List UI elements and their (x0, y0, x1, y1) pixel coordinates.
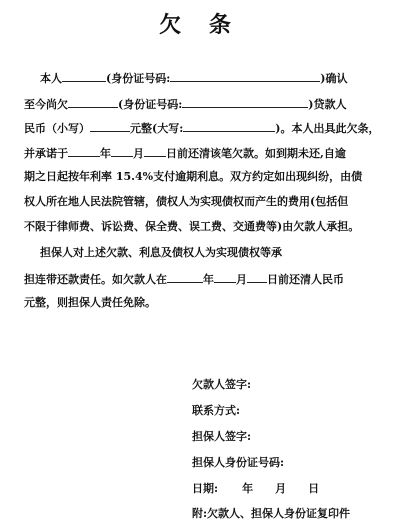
text-principal: 本人 (40, 72, 62, 85)
body-line-1 (40, 70, 380, 86)
date-month: 月 (275, 482, 287, 495)
body-line-6: 权人所在地人民法院管辖，债权人为实现债权而产生的费用(包括但 (24, 195, 349, 208)
body-line-10: 元整，则担保人责任免除。 (24, 296, 156, 309)
text-joint-liability: 担连带还款责任。如欠款人在 (24, 273, 167, 286)
text-id-label-2: (身份证号码: (118, 98, 183, 111)
blank-creditor-name (68, 96, 118, 108)
text-year-2: 年 (203, 273, 214, 286)
text-amount-upper-label: 元整(大写: (130, 122, 184, 135)
text-repay-rmb: 日前还清人民币 (267, 273, 344, 286)
text-year: 年 (100, 147, 111, 160)
body-line-9 (24, 271, 380, 287)
blank-amount-upper (183, 120, 275, 132)
text-month-2: 月 (236, 273, 247, 286)
text-lender: )贷款人 (308, 98, 347, 111)
document-title: 欠 条 (159, 12, 241, 38)
text-owe-to: 至今尚欠 (24, 98, 68, 111)
date-year: 年 (242, 482, 254, 495)
body-line-2 (24, 96, 380, 112)
attachment-note: 附:欠款人、担保人身份证复印件 (192, 507, 351, 520)
body-line-3 (24, 120, 380, 136)
blank-due-year (68, 145, 100, 157)
text-promise: 并承诺于 (24, 147, 68, 160)
debtor-signature-label: 欠款人签字: (192, 378, 252, 391)
blank-amount-lower (90, 120, 130, 132)
body-line-4 (24, 145, 380, 161)
blank-guarantee-day (247, 271, 267, 283)
blank-guarantee-year (167, 271, 203, 283)
text-confirm: )确认 (320, 72, 348, 85)
body-line-7: 不限于律师费、诉讼费、保全费、误工费、交通费等)由欠款人承担。 (24, 220, 360, 233)
text-month: 月 (133, 147, 144, 160)
guarantor-signature-label: 担保人签字: (192, 430, 252, 443)
body-line-5: 期之日起按年利率 15.4%支付逾期利息。双方约定如出现纠纷，由债 (24, 170, 363, 183)
text-day-clause: 日前还清该笔欠款。如到期未还,自逾 (166, 147, 346, 160)
body-line-8: 担保人对上述欠款、利息及债权人为实现债权等承 (40, 246, 282, 259)
date-label: 日期: (192, 482, 219, 495)
contact-label: 联系方式: (192, 404, 241, 417)
date-row (192, 480, 319, 496)
guarantor-id-label: 担保人身份证号码: (192, 456, 285, 469)
blank-due-day (144, 145, 166, 157)
date-day: 日 (308, 482, 320, 495)
text-issue: )。本人出具此欠条， (275, 122, 380, 135)
text-id-label-1: (身份证号码: (106, 72, 171, 85)
blank-due-month (111, 145, 133, 157)
blank-principal-id (170, 70, 320, 82)
blank-creditor-id (182, 96, 308, 108)
blank-guarantee-month (214, 271, 236, 283)
blank-principal-name (62, 70, 106, 82)
text-rmb-lower: 民币（小写） (24, 122, 90, 135)
